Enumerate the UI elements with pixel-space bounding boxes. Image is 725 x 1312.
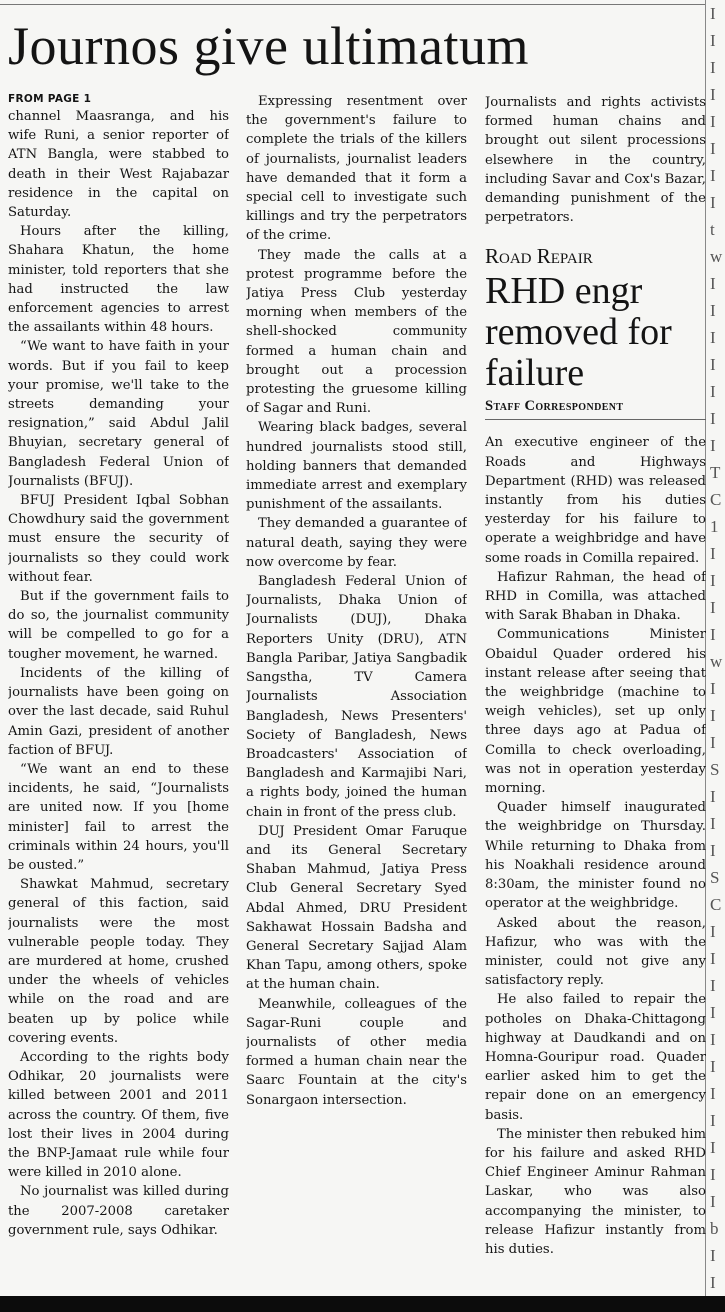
article-column-3 (485, 93, 706, 1289)
edge-fragment: b (710, 1219, 719, 1238)
article-paragraph: No journalist was killed during the 2007-2008 caretaker government rule, says Odhikar. (8, 1184, 229, 1238)
sidebar-paragraph: He also failed to repair the potholes on Dhaka-Chittagong highway at Daudkandi and on Homna-Gouripur road. Quader earlier asked him to get the repair done on an emergency basis. (485, 992, 706, 1123)
article-paragraph: Bangladesh Federal Union of Journalists, Dhaka Union of Journalists (DUJ), Dhaka Reporters Unity (DRU), ATN Bangla Paribar, Jatiya Sangbadik Sangstha, TV Camera Journalists Association Bangladesh, News Presenters' Society of Bangladesh, News Broadcasters' Association of Bangladesh and Karmajibi Nari, a rights body, joined the human chain in front of the press club. (246, 574, 467, 820)
edge-fragment: I (710, 382, 716, 401)
edge-fragment: C (710, 490, 722, 509)
article-paragraph: “We want to have faith in your words. But if you fail to keep your promise, we'll take to the streets demanding your resignation,” said Abdul Jalil Bhuyian, secretary general of Bangladesh Federal Union of Journalists (BFUJ). (8, 339, 229, 489)
edge-fragment: I (710, 598, 716, 617)
edge-fragment: w (710, 652, 723, 671)
edge-fragment: I (710, 328, 716, 347)
article-column-2 (246, 92, 467, 1288)
article-column-1 (8, 92, 229, 1288)
edge-fragment: I (710, 4, 716, 23)
edge-fragment: I (710, 706, 716, 725)
sidebar-headline: RHD engr removed for failure (485, 270, 672, 395)
article-paragraph: They demanded a guarantee of natural death, saying they were now overcome by fear. (246, 516, 467, 570)
edge-fragment: I (710, 58, 716, 77)
sidebar-paragraph: An executive engineer of the Roads and Highways Department (RHD) was released instantly from his duties yesterday for his failure to operate a weighbridge and have some roads in Comilla repaired. (485, 435, 706, 566)
byline: Staff Correspondent (485, 398, 624, 415)
edge-fragment: I (710, 274, 716, 293)
edge-fragment: S (710, 760, 720, 779)
edge-fragment: I (710, 841, 716, 860)
sidebar-paragraph: Asked about the reason, Hafizur, who was with the minister, could not give any satisfactory reply. (485, 915, 706, 989)
edge-fragment: I (710, 1138, 716, 1157)
edge-fragment: I (710, 922, 716, 941)
edge-fragment: I (710, 1003, 716, 1022)
edge-fragment: I (710, 1246, 716, 1265)
edge-fragment: C (710, 895, 722, 914)
edge-fragment: I (710, 1111, 716, 1130)
article-paragraph: channel Maasranga, and his wife Runi, a senior reporter of ATN Bangla, were stabbed to death in their West Rajabazar residence in the capital on Saturday. (8, 109, 229, 221)
byline-rule (485, 419, 706, 420)
edge-fragment: 1 (710, 517, 719, 536)
adjacent-column-fragments (710, 0, 725, 1296)
article-paragraph: They made the calls at a protest programme before the Jatiya Press Club yesterday morning when members of the shell-shocked community formed a human chain and brought out a procession protesting the gruesome killing of Sagar and Runi. (246, 247, 467, 417)
article-paragraph: Journalists and rights activists formed human chains and brought out silent processions elsewhere in the country, including Savar and Cox's Bazar, demanding punishment of the perpetrators. (485, 95, 706, 226)
article-paragraph: BFUJ President Iqbal Sobhan Chowdhury said the government must ensure the security of journalists so they could work without fear. (8, 493, 229, 585)
edge-fragment: I (710, 1165, 716, 1184)
edge-fragment: I (710, 31, 716, 50)
edge-fragment: I (710, 301, 716, 320)
edge-fragment: I (710, 355, 716, 374)
edge-fragment: I (710, 571, 716, 590)
edge-fragment: I (710, 436, 716, 455)
article-paragraph: Incidents of the killing of journalists have been going on over the last decade, said Ruhul Amin Gazi, president of another faction of BFUJ. (8, 665, 229, 758)
edge-fragment: I (710, 1084, 716, 1103)
article-paragraph: Meanwhile, colleagues of the Sagar-Runi couple and journalists of other media formed a human chain near the Saarc Fountain at the city's Sonargaon intersection. (246, 996, 467, 1108)
from-page-label: FROM PAGE 1 (8, 93, 92, 105)
edge-fragment: I (710, 1273, 716, 1292)
edge-fragment: I (710, 1057, 716, 1076)
sidebar-paragraph: Quader himself inaugurated the weighbridge on Thursday. While returning to Dhaka from his Noakhali residence around 8:30am, the minister found no operator at the weighbridge. (485, 800, 706, 912)
sidebar-paragraph: Hafizur Rahman, the head of RHD in Comilla, was attached with Sarak Bhaban in Dhaka. (485, 569, 706, 624)
article-paragraph: Wearing black badges, several hundred journalists stood still, holding banners that demanded immediate arrest and exemplary punishment of the assailants. (246, 420, 467, 513)
edge-fragment: I (710, 193, 716, 212)
article-paragraph: DUJ President Omar Faruque and its General Secretary Shaban Mahmud, Jatiya Press Club General Secretary Syed Abdal Ahmed, DRU President Sakhawat Hossain Badsha and General Secretary Sajjad Alam Khan Tapu, among others, spoke at the human chain. (246, 823, 467, 993)
edge-fragment: w (710, 247, 723, 266)
edge-fragment: t (710, 220, 715, 239)
edge-fragment: I (710, 112, 716, 131)
article-paragraph: Shawkat Mahmud, secretary general of this faction, said journalists were the most vulnerable people today. They are murdered at home, crushed under the wheels of vehicles while on the road and are beaten up by police while covering events. (8, 877, 229, 1046)
edge-fragment: S (710, 868, 720, 887)
sidebar-paragraph: The minister then rebuked him for his failure and asked RHD Chief Engineer Aminur Rahman Laskar, who was also accompanying the minister, to release Hafizur instantly from his duties. (485, 1126, 706, 1257)
edge-fragment: I (710, 733, 716, 752)
edge-fragment: I (710, 139, 716, 158)
edge-fragment: I (710, 1192, 716, 1211)
sidebar-kicker: Road Repair (485, 244, 593, 269)
edge-fragment: I (710, 814, 716, 833)
edge-fragment: I (710, 166, 716, 185)
edge-fragment: I (710, 85, 716, 104)
article-paragraph: According to the rights body Odhikar, 20 journalists were killed between 2001 and 2011 across the country. Of them, five lost their lives in 2004 during the BNP-Jamaat rule while four were killed in 2010 alone. (8, 1049, 229, 1181)
edge-fragment: I (710, 544, 716, 563)
article-paragraph: “We want an end to these incidents, he said, “Journalists are united now. If you [home minister] fail to arrest the criminals within 24 hours, you'll be ousted.” (8, 761, 229, 873)
edge-fragment: I (710, 679, 716, 698)
article-paragraph: But if the government fails to do so, the journalist community will be compelled to go for a tougher movement, he warned. (8, 589, 229, 662)
edge-fragment: I (710, 787, 716, 806)
edge-fragment: I (710, 1030, 716, 1049)
article-paragraph: Expressing resentment over the government's failure to complete the trials of the killers of journalists, journalist leaders have demanded that it form a special cell to investigate such killings and try the perpetrators of the crime. (246, 94, 467, 244)
sidebar-paragraph: Communications Minister Obaidul Quader ordered his instant release after seeing that the weighbridge (machine to weigh vehicles), set up only three days ago at Padua of Comilla to check overloading, was not in operation yesterday morning. (485, 627, 706, 797)
bottom-border (0, 1296, 725, 1312)
edge-fragment: T (710, 463, 721, 482)
headline: Journos give ultimatum (8, 16, 529, 76)
edge-fragment: I (710, 949, 716, 968)
article-paragraph: Hours after the killing, Shahara Khatun, the home minister, told reporters that she had instructed the law enforcement agencies to arrest the assailants within 48 hours. (8, 224, 229, 336)
top-rule (0, 4, 705, 5)
edge-fragment: I (710, 625, 716, 644)
edge-fragment: I (710, 409, 716, 428)
edge-fragment: I (710, 976, 716, 995)
